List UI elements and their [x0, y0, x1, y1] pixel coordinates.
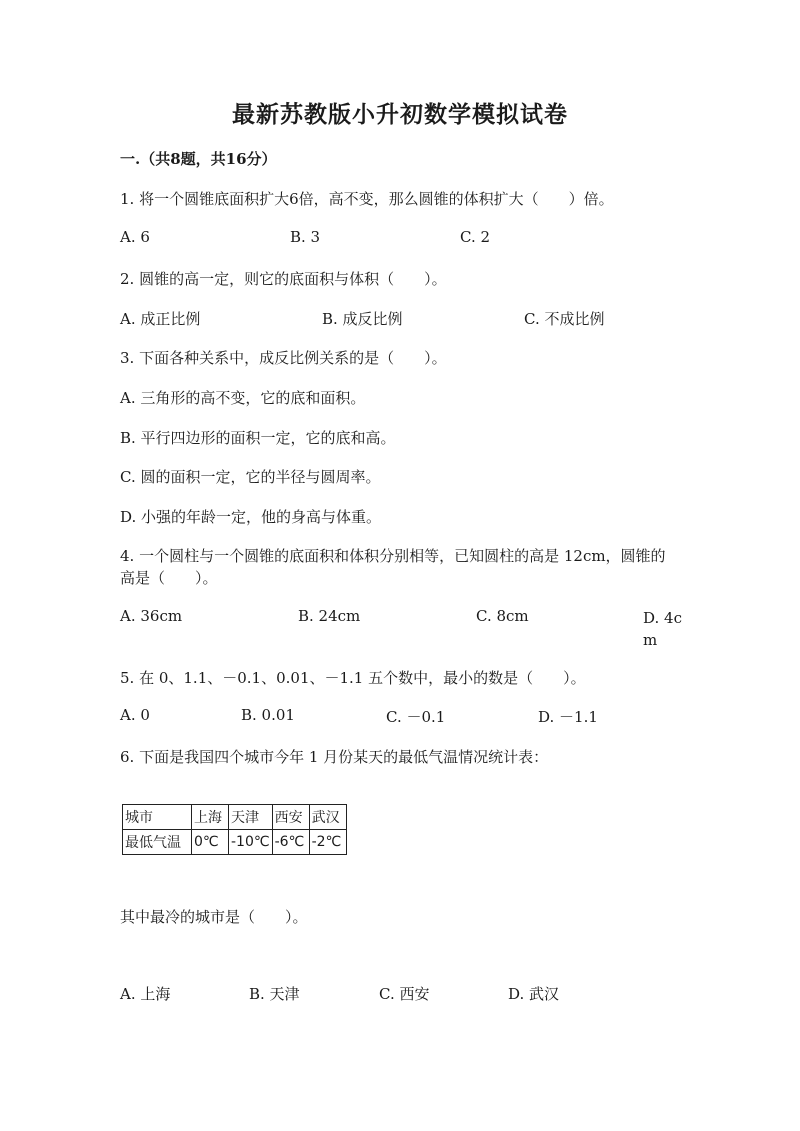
q2-option-c[interactable]: C. 不成比例: [524, 310, 605, 328]
q6-option-b[interactable]: B. 天津: [249, 985, 300, 1003]
question-3: 3. 下面各种关系中，成反比例关系的是（ ）。: [120, 349, 447, 367]
q5-option-b[interactable]: B. 0.01: [241, 706, 295, 724]
table-cell: -2℃: [309, 830, 346, 855]
question-2: 2. 圆锥的高一定，则它的底面积与体积（ ）。: [120, 270, 447, 288]
q3-option-b[interactable]: B. 平行四边形的面积一定，它的底和高。: [120, 429, 396, 447]
question-6-followup: 其中最冷的城市是（ ）。: [120, 908, 308, 926]
question-6: 6. 下面是我国四个城市今年 1 月份某天的最低气温情况统计表：: [120, 748, 549, 766]
table-cell: 西安: [272, 805, 309, 830]
table-cell: -10℃: [229, 830, 273, 855]
q6-option-d[interactable]: D. 武汉: [508, 985, 560, 1003]
table-cell: 天津: [229, 805, 273, 830]
q1-option-c[interactable]: C. 2: [460, 228, 491, 246]
q5-option-c[interactable]: C. －0.1: [386, 708, 446, 726]
q5-option-a[interactable]: A. 0: [120, 706, 150, 724]
q1-option-a[interactable]: A. 6: [120, 228, 150, 246]
q3-option-a[interactable]: A. 三角形的高不变，它的底和面积。: [120, 389, 366, 407]
page-title: 最新苏教版小升初数学模拟试卷: [232, 101, 568, 128]
table-header-row: [123, 805, 347, 830]
table-cell: 上海: [192, 805, 229, 830]
question-1: 1. 将一个圆锥底面积扩大6倍，高不变，那么圆锥的体积扩大（ ）倍。: [120, 190, 614, 208]
temperature-table: [122, 804, 347, 855]
table-cell: 最低气温: [123, 830, 192, 855]
q3-option-d[interactable]: D. 小强的年龄一定，他的身高与体重。: [120, 508, 382, 526]
section-heading: 一.（共8题，共16分）: [120, 150, 277, 168]
q2-option-b[interactable]: B. 成反比例: [322, 310, 403, 328]
q4-option-d[interactable]: D. 4cm: [643, 609, 682, 649]
q1-option-b[interactable]: B. 3: [290, 228, 321, 246]
q4-option-c[interactable]: C. 8cm: [476, 607, 529, 625]
q5-option-d[interactable]: D. －1.1: [538, 708, 598, 726]
q2-option-a[interactable]: A. 成正比例: [120, 310, 201, 328]
q4-option-a[interactable]: A. 36cm: [120, 607, 183, 625]
question-5: 5. 在 0、1.1、－0.1、0.01、－1.1 五个数中，最小的数是（ ）。: [120, 669, 586, 687]
table-cell: -6℃: [272, 830, 309, 855]
q6-option-c[interactable]: C. 西安: [379, 985, 430, 1003]
q4-option-b[interactable]: B. 24cm: [298, 607, 361, 625]
question-4: 4. 一个圆柱与一个圆锥的底面积和体积分别相等，已知圆柱的高是 12cm，圆锥的高是（ ）。: [120, 547, 666, 587]
table-cell: 0℃: [192, 830, 229, 855]
table-cell: 武汉: [309, 805, 346, 830]
table-cell: 城市: [123, 805, 192, 830]
table-row: [123, 830, 347, 855]
q6-option-a[interactable]: A. 上海: [120, 985, 171, 1003]
q3-option-c[interactable]: C. 圆的面积一定，它的半径与圆周率。: [120, 468, 381, 486]
